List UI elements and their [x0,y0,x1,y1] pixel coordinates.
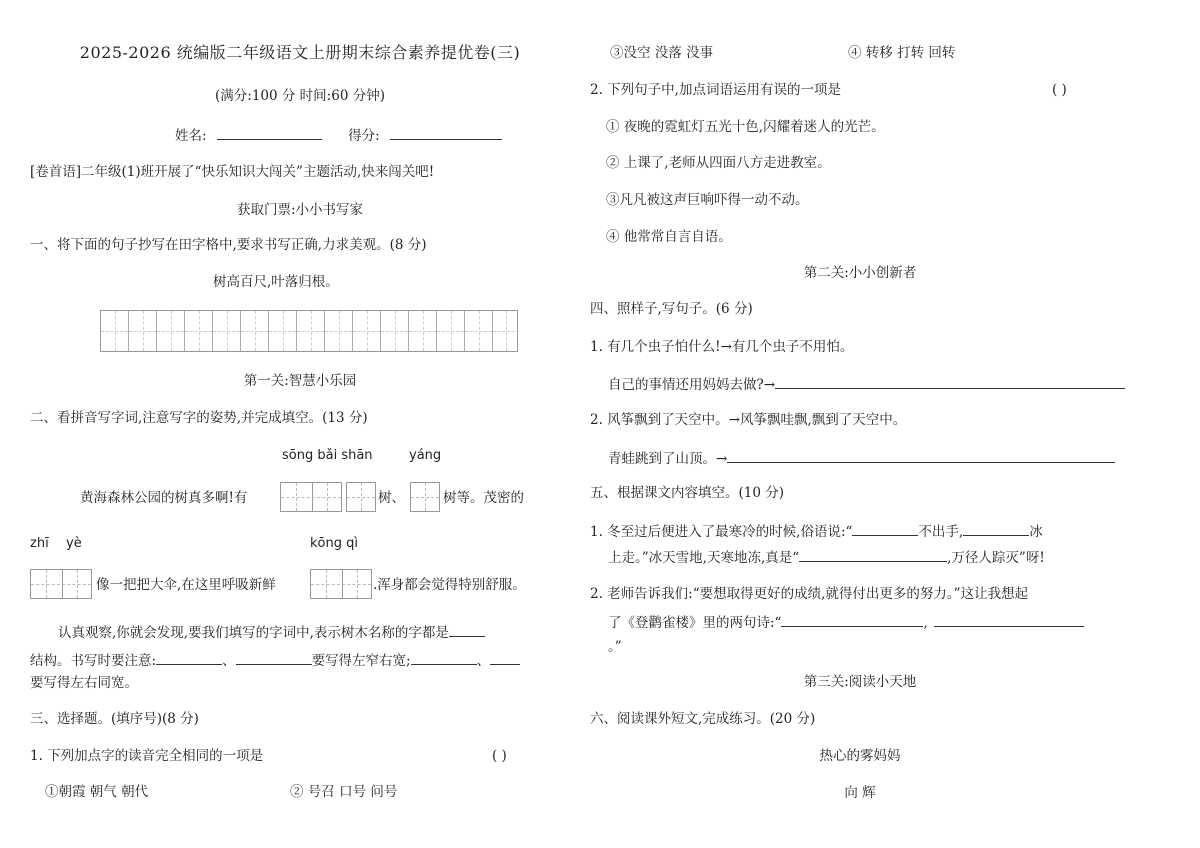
q5-title: 五、根据课文内容填空。(10 分) [590,485,785,501]
q2-observe-2c: 要写得左窄右宽; [311,653,411,669]
q3-2-answer-paren[interactable]: ( ) [1052,82,1067,98]
pinyin-zhi: zhī [30,536,49,551]
grid-cell[interactable] [269,311,297,351]
q4-title: 四、照样子,写句子。(6 分) [590,301,753,317]
q5-blank-4[interactable] [781,612,923,627]
q4-example-1: 1. 有几个虫子怕什么!→有几个虫子不用怕。 [590,339,854,355]
q2-observe-2a: 结构。书写时要注意: [30,653,157,669]
q5-blank-1[interactable] [852,521,918,536]
q5-line-4 [608,612,1084,632]
answer-box-zhiye[interactable] [30,569,92,599]
q5-line-1b: 不出手, [918,524,964,540]
preface: [卷首语]二年级(1)班开展了“快乐知识大闯关”主题活动,快来闯关吧! [30,164,435,180]
q2-observe-2d: 、 [476,653,491,669]
q5-line-2 [608,547,1045,567]
structure-blank[interactable] [449,622,485,637]
q2-line1-a: 黄海森林公园的树真多啊!有 [80,490,248,506]
q3-2-text: 2. 下列句子中,加点词语运用有误的一项是 [590,82,841,98]
q1-sentence: 树高百尺,叶落归根。 [213,274,339,290]
q5-line-2a: 上走。”冰天雪地,天寒地冻,真是“ [608,550,800,566]
q2-line2-a: 像一把把大伞,在这里呼吸新鲜 [96,577,276,593]
answer-box-yang[interactable] [410,482,440,512]
grid-cell[interactable] [157,311,185,351]
q2-line1-b: 树、 [378,490,405,506]
q4-task-1 [608,374,1125,394]
name-blank[interactable] [217,125,322,140]
writing-blank-3[interactable] [411,650,477,665]
story-title: 热心的雾妈妈 [819,748,901,764]
q2-observe-2b: 、 [222,653,236,669]
pinyin-yang: yáng [409,448,442,463]
q2-observe-3: 要写得左右同宽。 [30,675,138,691]
grid-cell[interactable] [297,311,325,351]
grid-cell[interactable] [381,311,409,351]
q3-1-option-2: ② 号召 口号 问号 [290,784,398,800]
grid-cell[interactable] [353,311,381,351]
q4-task-2 [608,448,1115,468]
grid-cell[interactable] [409,311,437,351]
q3-1-answer-paren[interactable]: ( ) [492,748,507,764]
story-author: 向 辉 [844,785,876,801]
pinyin-ye: yè [66,536,82,551]
level3-heading: 第三关:阅读小天地 [803,674,917,690]
q2-observe-2 [30,650,520,670]
score-label: 得分: [348,128,380,144]
q2-title: 二、看拼音写字词,注意写字的姿势,并完成填空。(13 分) [30,410,368,426]
q3-2-option-4: ④ 他常常自言自语。 [606,229,732,245]
grid-cell[interactable] [465,311,493,351]
answer-box-kongqi[interactable] [310,569,372,599]
q1-title: 一、将下面的句子抄写在田字格中,要求书写正确,力求美观。(8 分) [30,237,427,253]
level2-heading: 第二关:小小创新者 [803,265,917,281]
ticket-heading: 获取门票:小小书写家 [236,202,364,218]
q5-line-4b: , [923,615,928,631]
page-title: 2025-2026 统编版二年级语文上册期末综合素养提优卷(三) [79,43,521,62]
q4-answer-blank-1[interactable] [775,374,1125,389]
grid-cell[interactable] [213,311,241,351]
q3-2-option-3: ③凡凡被这声巨响吓得一动不动。 [606,192,809,208]
level1-heading: 第一关:智慧小乐园 [243,373,357,389]
grid-cell[interactable] [101,311,129,351]
pinyin-songbaishan: sōng bǎi shān [282,448,373,463]
q5-line-2b: ,万径人踪灭”呀! [947,550,1045,566]
q4-task-1-text: 自己的事情还用妈妈去做?→ [608,377,776,393]
q5-blank-3[interactable] [799,547,947,562]
q5-line-1c: 冰 [1029,524,1043,540]
grid-cell[interactable] [325,311,353,351]
answer-box-shan[interactable] [346,482,376,512]
q2-line2-b: .浑身都会觉得特别舒服。 [373,577,526,593]
answer-box-songbai[interactable] [280,482,342,512]
q3-1-option-3: ③没空 没落 没事 [610,45,714,61]
name-field [175,125,502,145]
q3-2-option-1: ① 夜晚的霓虹灯五光十色,闪耀着迷人的光芒。 [606,119,885,135]
grid-cell[interactable] [241,311,269,351]
q4-task-2-text: 青蛙跳到了山顶。→ [608,451,728,467]
q3-title: 三、选择题。(填序号)(8 分) [30,711,199,727]
grid-cell[interactable] [493,311,519,351]
q3-1-text: 1. 下列加点字的读音完全相同的一项是 [30,748,264,764]
q2-observe-1 [58,622,485,642]
writing-blank-4[interactable] [490,650,520,665]
writing-blank-2[interactable] [236,650,312,665]
grid-cell[interactable] [185,311,213,351]
q5-blank-2[interactable] [963,521,1029,536]
q4-answer-blank-2[interactable] [727,448,1115,463]
pinyin-kongqi: kōng qì [310,536,358,551]
tianzige-grid[interactable] [100,310,518,352]
q2-observe-text: 认真观察,你就会发现,要我们填写的字词中,表示树木名称的字都是 [58,625,449,641]
q5-line-5: 。” [608,639,622,655]
score-blank[interactable] [390,125,502,140]
q3-2-option-2: ② 上课了,老师从四面八方走进教室。 [606,155,831,171]
q5-line-4a: 了《登鹳雀楼》里的两句诗:“ [608,615,782,631]
q3-1-option-4: ④ 转移 打转 回转 [848,45,956,61]
q5-line-3: 2. 老师告诉我们:“要想取得更好的成绩,就得付出更多的努力。”这让我想起 [590,586,1029,602]
writing-blank-1[interactable] [156,650,222,665]
name-label: 姓名: [175,128,207,144]
exam-subtitle: (满分:100 分 时间:60 分钟) [215,88,385,104]
q4-example-2: 2. 风筝飘到了天空中。→风筝飘哇飘,飘到了天空中。 [590,412,907,428]
q5-line-1 [590,521,1043,541]
q2-line1-c: 树等。茂密的 [443,490,524,506]
q6-title: 六、阅读课外短文,完成练习。(20 分) [590,711,816,727]
grid-cell[interactable] [129,311,157,351]
q3-1-option-1: ①朝霞 朝气 朝代 [45,784,149,800]
q5-blank-5[interactable] [934,612,1084,627]
grid-cell[interactable] [437,311,465,351]
q5-line-1a: 1. 冬至过后便进入了最寒冷的时候,俗语说:“ [590,524,853,540]
